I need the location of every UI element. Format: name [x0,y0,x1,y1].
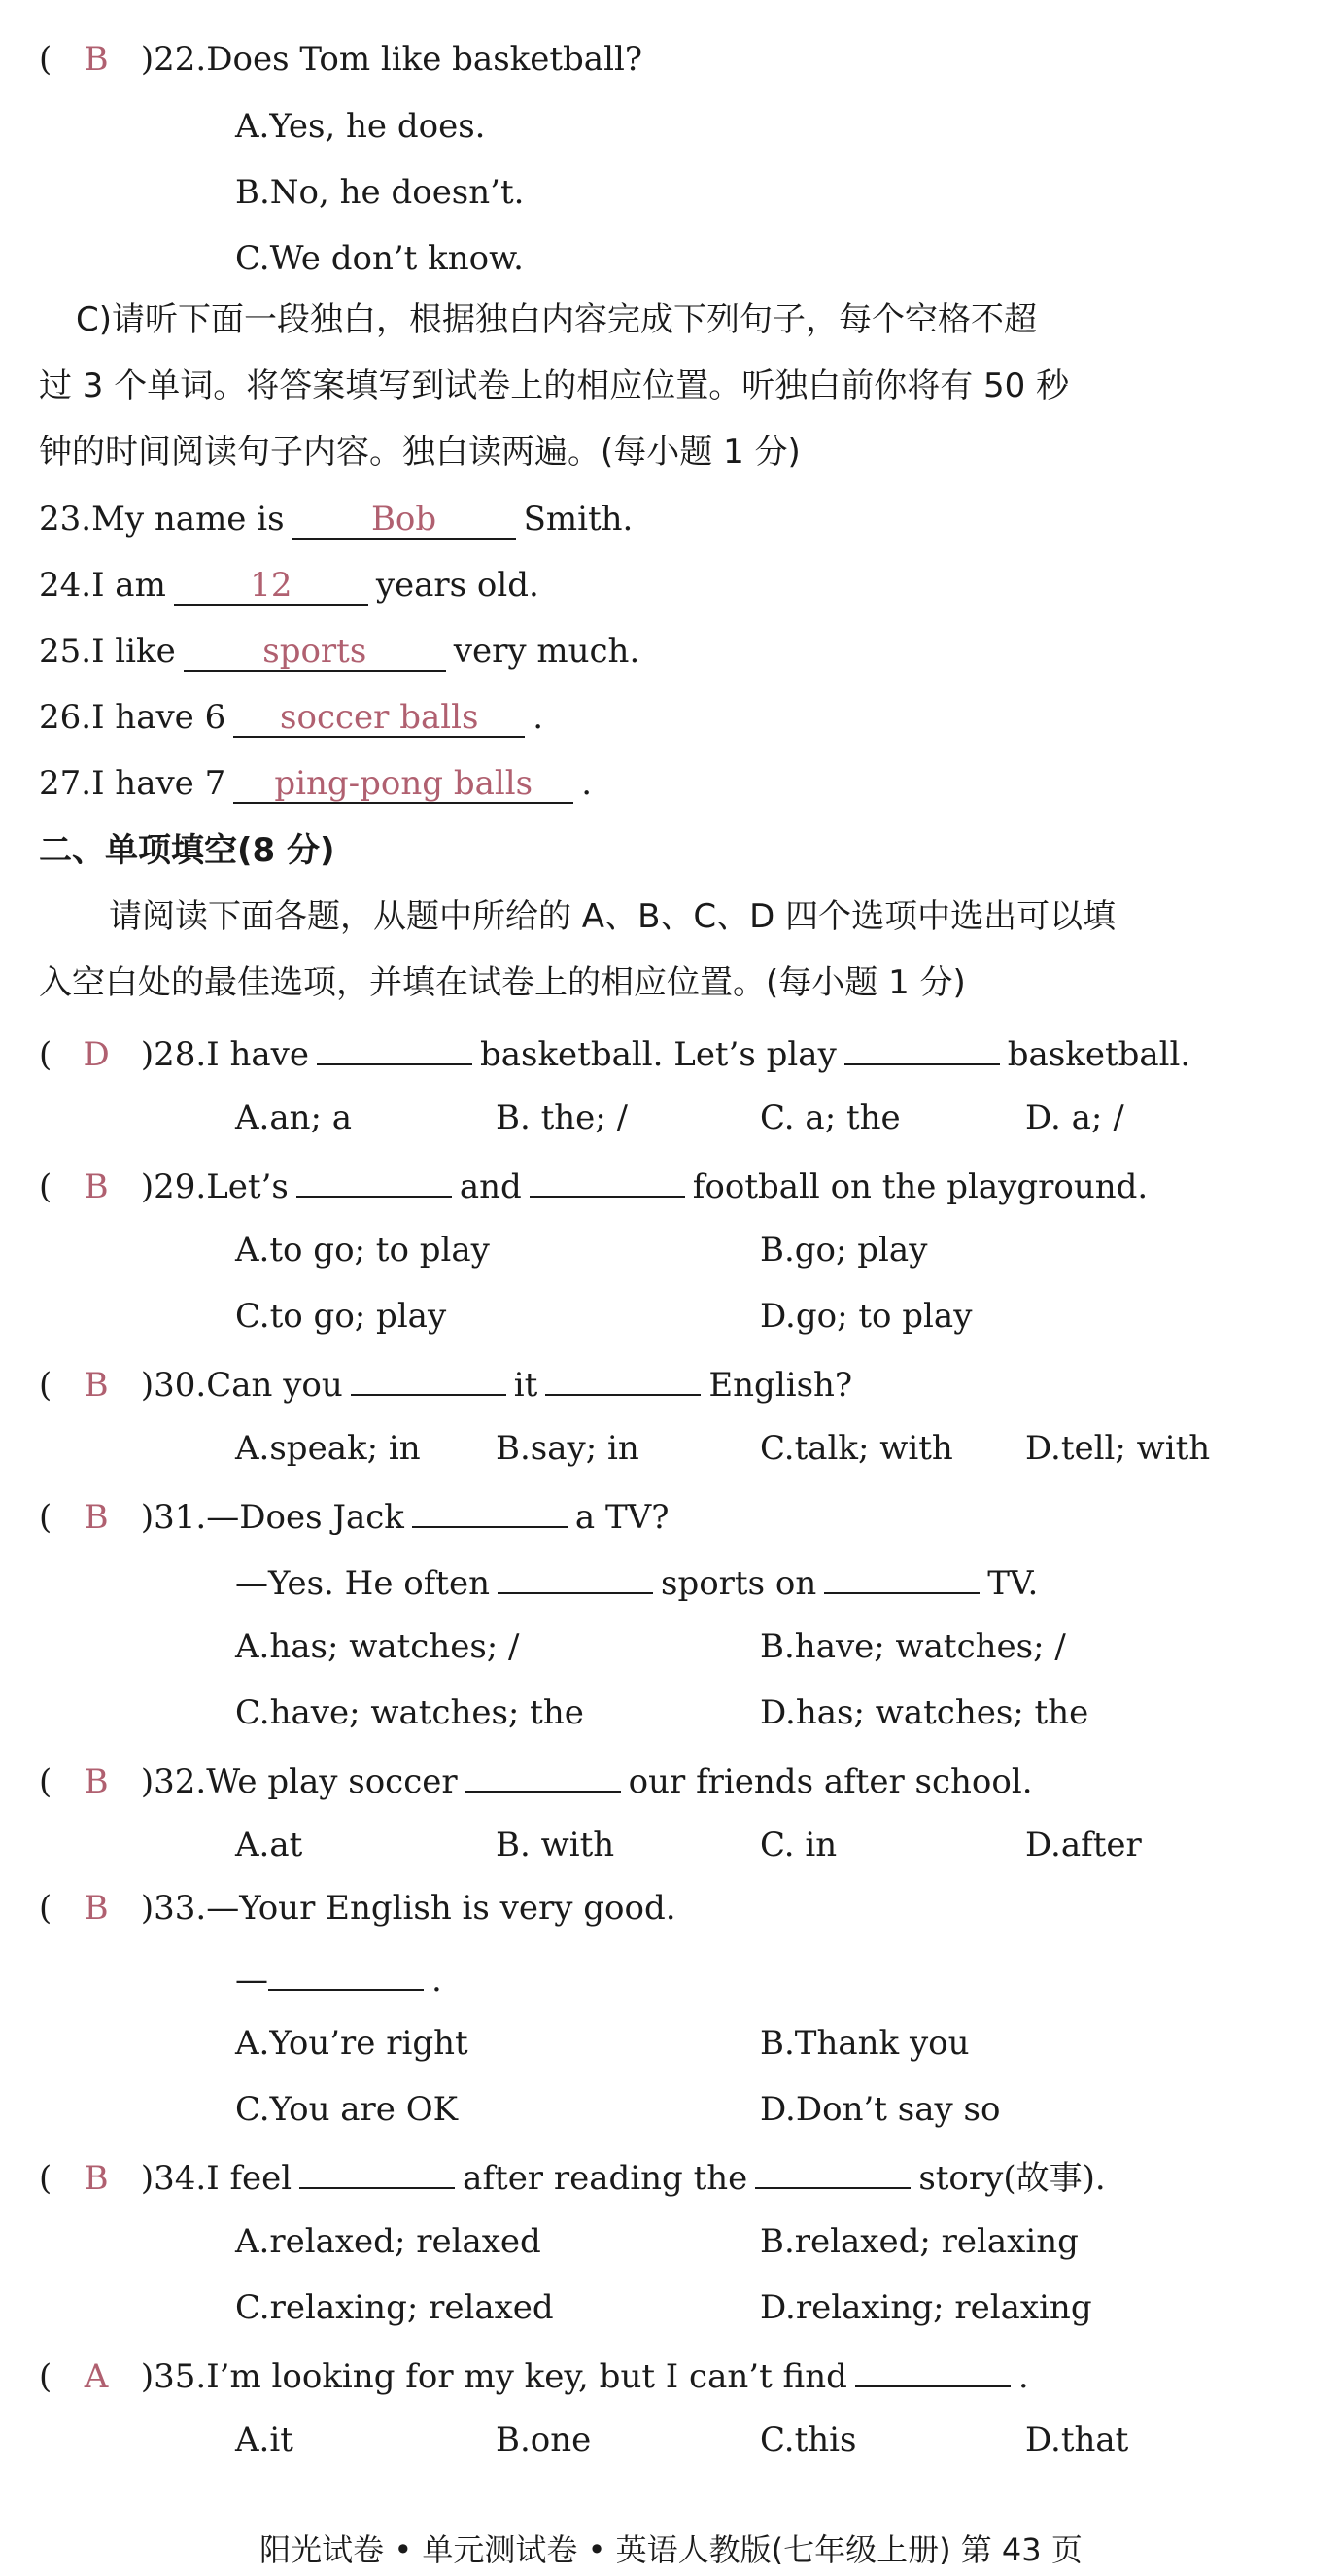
option-28d: D. a; / [1025,1098,1124,1137]
option-31b: B.have; watches; / [760,1627,1066,1666]
blank [855,2354,1011,2387]
fill-26: soccer balls [233,700,525,738]
option-35a: A.it [235,2420,293,2459]
option-30c: C.talk; with [760,1429,953,1468]
option-28b: B. the; / [496,1098,628,1137]
option-31c: C.have; watches; the [235,1693,584,1732]
section-2-line2: 入空白处的最佳选项，并填在试卷上的相应位置。(每小题 1 分) [39,963,966,1002]
answer-22: B [84,40,109,79]
question-32: ( B )32.We play soccer our friends after school. [39,1759,1033,1798]
option-35d: D.that [1025,2420,1129,2459]
answer-34: B [84,2159,109,2198]
option-22b: B.No, he doesn’t. [235,173,525,212]
blank [545,1363,701,1396]
option-28c: C. a; the [760,1098,901,1137]
option-34c: C.relaxing; relaxed [235,2288,554,2327]
option-32a: A.at [235,1826,303,1864]
blank [498,1561,653,1594]
question-33: ( B )33.—Your English is very good. [39,1889,676,1928]
option-32c: C. in [760,1826,838,1864]
blank [351,1363,506,1396]
question-28: ( D )28.I have basketball. Let’s play basketball. [39,1032,1190,1071]
option-33d: D.Don’t say so [760,2090,1001,2129]
blank [824,1561,980,1594]
blank [296,1165,452,1198]
blank [844,1032,1000,1065]
section-c-line1: C)请听下面一段独白，根据独白内容完成下列句子，每个空格不超 [76,300,1038,339]
option-30d: D.tell; with [1025,1429,1211,1468]
question-31-reply: —Yes. He often sports on TV. [235,1561,1038,1600]
section-c-line2: 过 3 个单词。将答案填写到试卷上的相应位置。听独白前你将有 50 秒 [39,366,1070,405]
question-26: 26.I have 6 soccer balls . [39,698,544,737]
question-29: ( B )29.Let’s and football on the playground. [39,1165,1148,1203]
fill-23: Bob [292,502,516,540]
question-27: 27.I have 7 ping-pong balls . [39,764,593,803]
fill-24: 12 [174,568,368,606]
option-33b: B.Thank you [760,2024,970,2063]
option-31d: D.has; watches; the [760,1693,1089,1732]
answer-32: B [84,1762,109,1801]
option-30b: B.say; in [496,1429,639,1468]
option-31a: A.has; watches; / [235,1627,520,1666]
option-22a: A.Yes, he does. [235,107,486,146]
option-29d: D.go; to play [760,1297,973,1336]
fill-27: ping-pong balls [233,766,573,804]
question-23: 23.My name is Bob Smith. [39,500,634,539]
question-35: ( A )35.I’m looking for my key, but I can’t find . [39,2354,1029,2393]
answer-29: B [84,1167,109,1206]
option-29c: C.to go; play [235,1297,447,1336]
answer-33: B [84,1889,109,1928]
option-35b: B.one [496,2420,592,2459]
question-25: 25.I like sports very much. [39,632,640,671]
answer-30: B [84,1366,109,1405]
option-30a: A.speak; in [235,1429,421,1468]
question-24: 24.I am 12 years old. [39,566,539,605]
blank [755,2156,911,2189]
section-2-title: 二、单项填空(8 分) [39,831,335,870]
question-34: ( B )34.I feel after reading the story(故事). [39,2156,1106,2195]
answer-28: D [83,1035,110,1074]
section-2-line1: 请阅读下面各题，从题中所给的 A、B、C、D 四个选项中选出可以填 [109,897,1117,936]
fill-25: sports [184,634,446,672]
option-29b: B.go; play [760,1231,928,1270]
option-32d: D.after [1025,1826,1142,1864]
question-31: ( B )31.—Does Jack a TV? [39,1495,669,1534]
option-34d: D.relaxing; relaxing [760,2288,1092,2327]
option-22c: C.We don’t know. [235,239,524,278]
blank [465,1759,621,1793]
option-28a: A.an; a [235,1098,353,1137]
option-34a: A.relaxed; relaxed [235,2222,541,2261]
blank [412,1495,568,1528]
blank [299,2156,455,2189]
answer-35: A [84,2357,109,2396]
option-32b: B. with [496,1826,615,1864]
question-22: ( B )22.Does Tom like basketball? [39,40,643,79]
blank [268,1958,424,1991]
option-33a: A.You’re right [235,2024,468,2063]
page-footer: 阳光试卷 • 单元测试卷 • 英语人教版(七年级上册) 第 43 页 [259,2531,1083,2568]
question-33-reply: — . [235,1958,442,1997]
option-29a: A.to go; to play [235,1231,490,1270]
answer-31: B [84,1498,109,1537]
blank [317,1032,472,1065]
question-30: ( B )30.Can you it English? [39,1363,852,1402]
blank [530,1165,685,1198]
option-35c: C.this [760,2420,857,2459]
option-33c: C.You are OK [235,2090,459,2129]
option-34b: B.relaxed; relaxing [760,2222,1079,2261]
section-c-line3: 钟的时间阅读句子内容。独白读两遍。(每小题 1 分) [39,433,801,471]
